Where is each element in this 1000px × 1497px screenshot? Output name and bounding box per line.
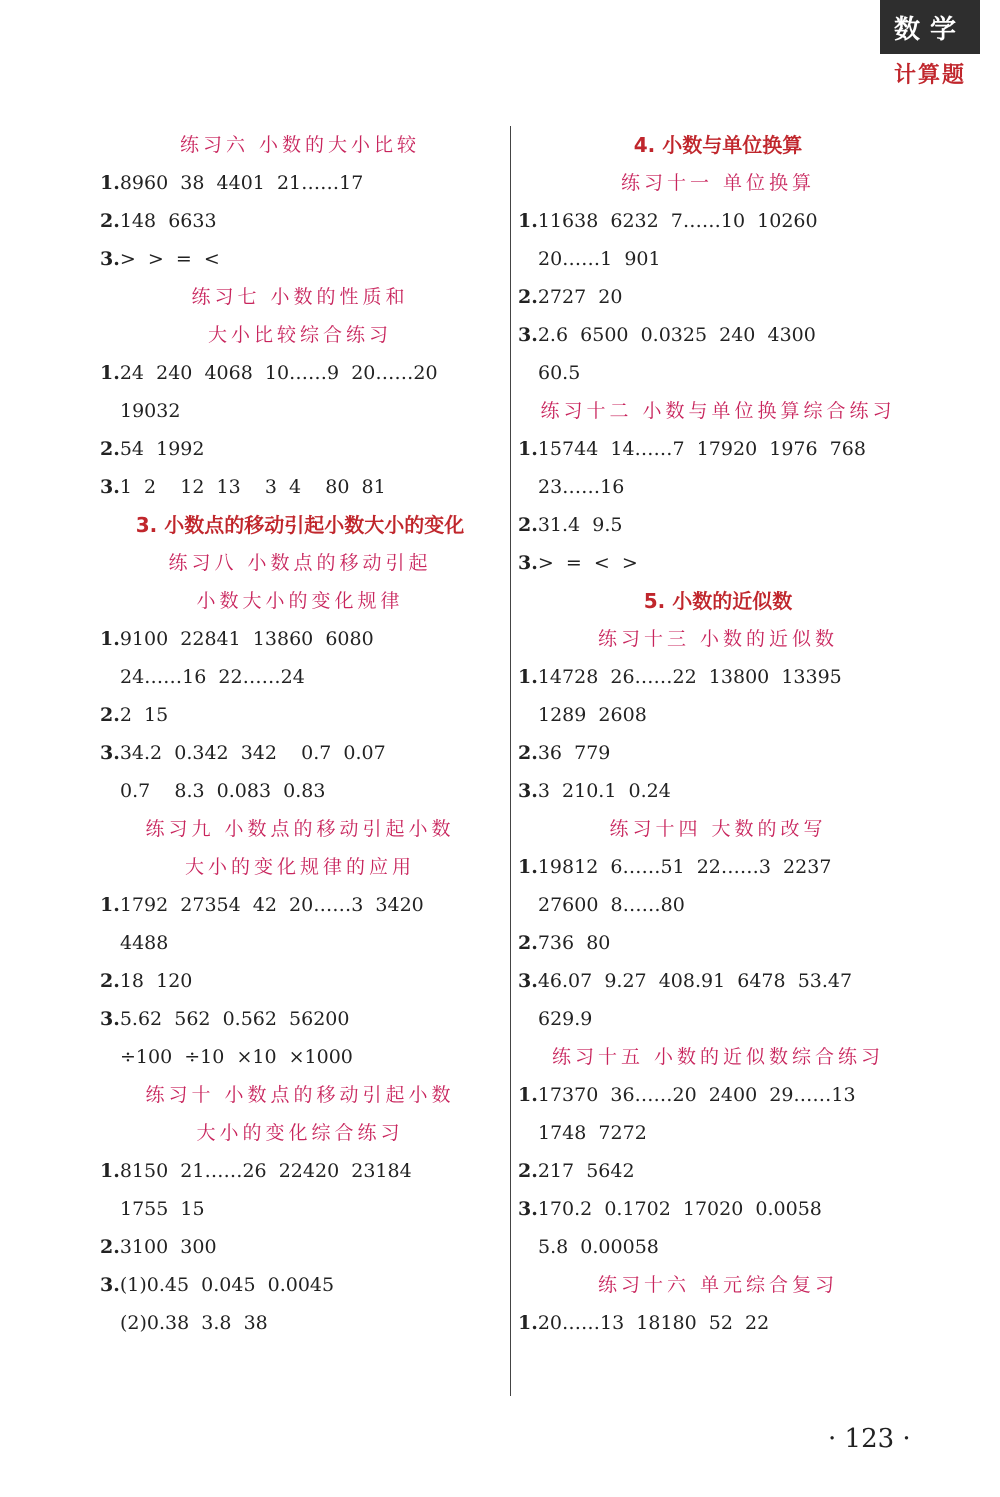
answer-line [518, 430, 918, 468]
question-number: 2. [100, 438, 120, 460]
exercise-title: 练习六 小数的大小比较 [179, 134, 421, 156]
answer-text: 2727 20 [537, 286, 623, 308]
column-divider [510, 126, 511, 1396]
answer-line [518, 772, 918, 810]
answer-text: 17370 36……20 2400 29……13 [537, 1084, 856, 1106]
answer-text: 24 240 4068 10……9 20……20 [119, 362, 438, 384]
answer-text: 19812 6……51 22……3 2237 [537, 856, 832, 878]
answer-continuation: 629.9 [538, 1008, 593, 1030]
question-number: 1. [100, 628, 120, 650]
question-number: 3. [100, 1008, 120, 1030]
exercise-title: 练习八 小数点的移动引起 [168, 552, 432, 574]
answer-continuation: 4488 [120, 932, 169, 954]
question-number: 3. [100, 248, 120, 270]
answer-line [518, 1152, 918, 1190]
answer-line [518, 848, 918, 886]
subject-badge [880, 0, 980, 89]
question-number: 2. [518, 932, 538, 954]
question-number: 2. [518, 514, 538, 536]
question-number: 2. [518, 286, 538, 308]
answer-text: 8960 38 4401 21……17 [119, 172, 364, 194]
question-number: 3. [100, 1274, 120, 1296]
answer-line [518, 202, 918, 240]
exercise-title: 练习十四 大数的改写 [609, 818, 827, 840]
question-number: 3. [100, 476, 120, 498]
exercise-title: 练习十 小数点的移动引起小数 [145, 1084, 455, 1106]
answer-text: 15744 14……7 17920 1976 768 [537, 438, 866, 460]
answer-text: 36 779 [537, 742, 611, 764]
exercise-title: 大小的变化规律的应用 [184, 856, 415, 878]
answer-line [100, 1266, 500, 1304]
question-number: 3. [518, 324, 538, 346]
question-number: 1. [100, 894, 120, 916]
answer-line [100, 1152, 500, 1190]
answer-continuation: 60.5 [538, 362, 581, 384]
answer-text: 2.6 6500 0.0325 240 4300 [537, 324, 816, 346]
answer-continuation: 1289 2608 [538, 704, 647, 726]
answer-continuation: 24……16 22……24 [120, 666, 305, 688]
answer-line [518, 316, 918, 354]
question-number: 3. [518, 1198, 538, 1220]
answer-continuation: 1755 15 [120, 1198, 205, 1220]
answer-text: 11638 6232 7……10 10260 [537, 210, 818, 232]
question-number: 1. [518, 666, 538, 688]
question-number: 2. [100, 210, 120, 232]
question-number: 1. [100, 172, 120, 194]
exercise-title: 练习十三 小数的近似数 [597, 628, 839, 650]
question-number: 1. [518, 438, 538, 460]
answer-text: 736 80 [537, 932, 611, 954]
answer-text: 148 6633 [119, 210, 217, 232]
answer-continuation: 20……1 901 [538, 248, 661, 270]
answer-line [518, 1190, 918, 1228]
answer-line [100, 468, 500, 506]
answer-text: 31.4 9.5 [537, 514, 623, 536]
question-number: 3. [518, 552, 538, 574]
question-number: 2. [100, 704, 120, 726]
question-number: 2. [100, 970, 120, 992]
question-number: 1. [518, 1084, 538, 1106]
answer-line [100, 620, 500, 658]
exercise-title: 练习十二 小数与单位换算综合练习 [540, 400, 896, 422]
answer-line [100, 696, 500, 734]
answer-line [518, 734, 918, 772]
answer-continuation: 0.7 8.3 0.083 0.83 [120, 780, 326, 802]
question-number: 1. [518, 1312, 538, 1334]
answer-continuation: 1748 7272 [538, 1122, 647, 1144]
answer-line [518, 924, 918, 962]
answer-line [100, 886, 500, 924]
exercise-title: 练习十六 单元综合复习 [597, 1274, 839, 1296]
right-column [518, 126, 918, 1342]
exercise-title: 大小比较综合练习 [207, 324, 392, 346]
answer-line [518, 658, 918, 696]
exercise-title: 练习十五 小数的近似数综合练习 [551, 1046, 885, 1068]
question-number: 1. [518, 210, 538, 232]
answer-text: 2 15 [119, 704, 169, 726]
answer-continuation: 27600 8……80 [538, 894, 685, 916]
question-number: 2. [100, 1236, 120, 1258]
answer-line [518, 1304, 918, 1342]
answer-line [518, 544, 918, 582]
answer-text: 9100 22841 13860 6080 [119, 628, 374, 650]
answer-text: > > = < [119, 248, 220, 270]
question-number: 1. [518, 856, 538, 878]
section-title: 3. 小数点的移动引起小数大小的变化 [135, 513, 465, 537]
answer-text: 170.2 0.1702 17020 0.0058 [537, 1198, 822, 1220]
exercise-title: 大小的变化综合练习 [196, 1122, 404, 1144]
answer-text: > = < > [537, 552, 638, 574]
answer-line [100, 962, 500, 1000]
question-number: 1. [100, 362, 120, 384]
answer-continuation: ÷100 ÷10 ×10 ×1000 [120, 1046, 353, 1068]
answer-line [100, 164, 500, 202]
answer-line [100, 1228, 500, 1266]
section-title: 5. 小数的近似数 [643, 589, 793, 613]
answer-text: (1)0.45 0.045 0.0045 [119, 1274, 335, 1296]
exercise-title: 练习九 小数点的移动引起小数 [145, 818, 455, 840]
answer-text: 14728 26……22 13800 13395 [537, 666, 842, 688]
answer-text: 18 120 [119, 970, 193, 992]
answer-text: 217 5642 [537, 1160, 635, 1182]
left-column [100, 126, 500, 1342]
question-number: 2. [518, 742, 538, 764]
answer-text: 5.62 562 0.562 56200 [119, 1008, 350, 1030]
answer-line [518, 506, 918, 544]
answer-line [100, 240, 500, 278]
answer-text: 1792 27354 42 20……3 3420 [119, 894, 424, 916]
answer-line [100, 202, 500, 240]
answer-text: 8150 21……26 22420 23184 [119, 1160, 412, 1182]
exercise-title: 练习十一 单位换算 [620, 172, 816, 194]
answer-continuation: 23……16 [538, 476, 625, 498]
answer-text: 3 210.1 0.24 [537, 780, 671, 802]
book-label: 计算题 [893, 63, 966, 88]
answer-line [100, 430, 500, 468]
page-number: · 123 · [828, 1424, 911, 1454]
question-number: 2. [518, 1160, 538, 1182]
answer-continuation: (2)0.38 3.8 38 [120, 1312, 268, 1334]
question-number: 1. [100, 1160, 120, 1182]
answer-line [100, 1000, 500, 1038]
answer-line [100, 734, 500, 772]
answer-text: 34.2 0.342 342 0.7 0.07 [119, 742, 386, 764]
question-number: 3. [518, 970, 538, 992]
answer-line [100, 354, 500, 392]
exercise-title: 练习七 小数的性质和 [191, 286, 409, 308]
answer-text: 46.07 9.27 408.91 6478 53.47 [537, 970, 853, 992]
answer-line [518, 278, 918, 316]
subject-label: 数学 [880, 0, 980, 54]
question-number: 3. [518, 780, 538, 802]
exercise-title: 小数大小的变化规律 [196, 590, 404, 612]
answer-line [518, 962, 918, 1000]
answer-text: 20……13 18180 52 22 [537, 1312, 770, 1334]
answer-text: 54 1992 [119, 438, 205, 460]
section-title: 4. 小数与单位换算 [633, 133, 803, 157]
answer-text: 1 2 12 13 3 4 80 81 [119, 476, 386, 498]
answer-line [518, 1076, 918, 1114]
answer-text: 3100 300 [119, 1236, 217, 1258]
answer-continuation: 5.8 0.00058 [538, 1236, 659, 1258]
answer-continuation: 19032 [120, 400, 181, 422]
question-number: 3. [100, 742, 120, 764]
